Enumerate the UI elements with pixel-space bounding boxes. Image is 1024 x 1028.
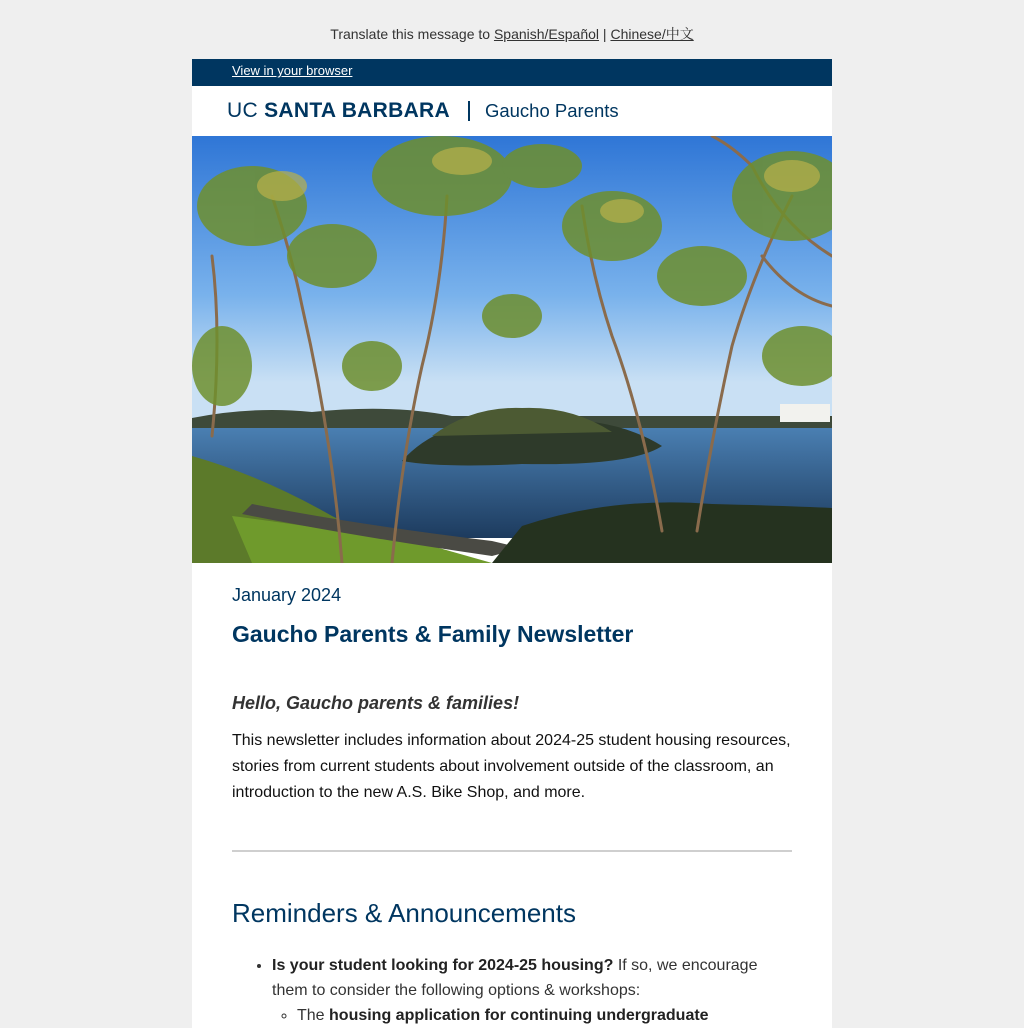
housing-sublist xyxy=(272,1003,792,1028)
logo-santa-barbara-text: SANTA BARBARA xyxy=(264,99,450,122)
intro-paragraph: This newsletter includes information about 2024-25 student housing resources, stories from current students about involvement outside of the classroom, an introduction to the new A.S. Bike Shop, and more. xyxy=(232,732,791,801)
top-bar xyxy=(192,59,832,86)
translate-separator: | xyxy=(602,26,607,42)
housing-text: If so, we encourage them to consider the following options & workshops: xyxy=(272,957,758,999)
logo-uc-text: UC xyxy=(227,99,258,122)
housing-question: Is your student looking for 2024-25 housing? xyxy=(272,957,614,974)
logo-gaucho-parents-text: Gaucho Parents xyxy=(484,100,619,121)
list-item xyxy=(297,1003,792,1028)
sub-item-prefix: The xyxy=(297,1007,330,1024)
translate-prefix: Translate this message to xyxy=(330,26,491,42)
list-item xyxy=(272,953,792,1028)
view-in-browser-link[interactable]: View in your browser xyxy=(232,63,353,78)
issue-date: January 2024 xyxy=(232,585,342,605)
ucsb-logo xyxy=(227,99,450,123)
newsletter-title: Gaucho Parents & Family Newsletter xyxy=(232,621,634,647)
content xyxy=(192,563,832,1028)
translate-bar xyxy=(0,0,1024,59)
reminders-list xyxy=(232,953,792,1028)
hero-image xyxy=(192,136,832,563)
logo-divider xyxy=(468,101,470,121)
section-divider xyxy=(232,850,792,852)
header-logo[interactable] xyxy=(192,86,832,136)
email-container xyxy=(192,59,832,1028)
chinese-link[interactable]: Chinese/中文 xyxy=(610,26,694,42)
reminders-title: Reminders & Announcements xyxy=(232,898,576,928)
spanish-link[interactable]: Spanish/Español xyxy=(493,26,600,42)
greeting: Hello, Gaucho parents & families! xyxy=(232,693,520,713)
housing-application-text: housing application for continuing undergraduate xyxy=(329,1007,709,1024)
